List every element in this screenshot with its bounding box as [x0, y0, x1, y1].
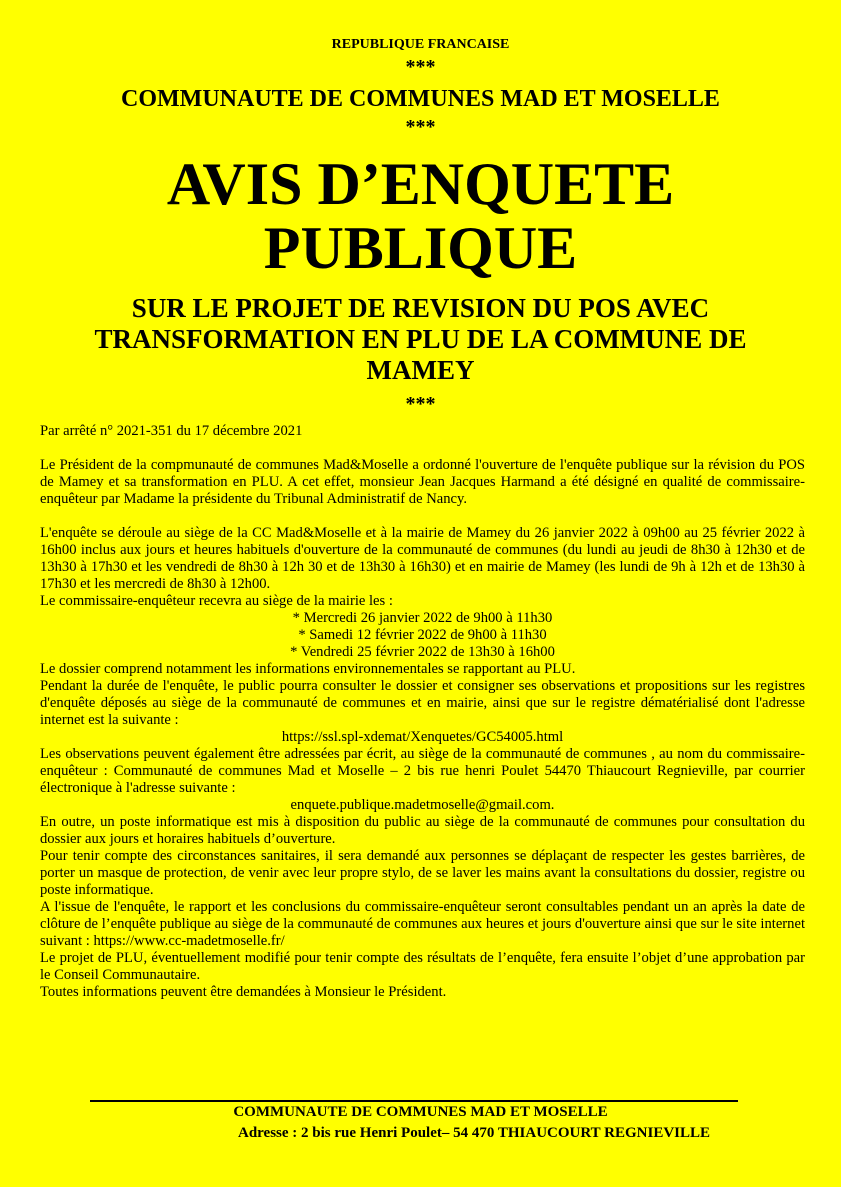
paragraph-poste: En outre, un poste informatique est mis à disposition du public au siège de la communauté de communes pour consultation du dossier aux jours et horaires habituels d’ouverture. — [40, 814, 805, 847]
separator-stars: *** — [405, 56, 436, 78]
footer-address: Adresse : 2 bis rue Henri Poulet– 54 470 THIAUCOURT REGNIEVILLE — [238, 1125, 711, 1141]
separator-stars: *** — [405, 393, 436, 415]
paragraph-projet: Le projet de PLU, éventuellement modifié pour tenir compte des résultats de l’enquête, fera ensuite l’objet d’une approbation par le Conseil Communautaire. — [40, 950, 805, 983]
paragraph-president: Le Président de la compmunauté de communes Mad&Moselle a ordonné l'ouverture de l'enquête publique sur la révision du POS de Mamey et sa transformation en PLU. A cet effet, monsieur Jean Jacques Harmand a été désigné en qualité de commissaire-enquêteur par Madame la présidente du Tribunal Administratif de Nancy. — [40, 457, 805, 507]
notice-title-line1: AVIS D’ENQUETE — [166, 151, 675, 217]
separator-stars: *** — [405, 116, 436, 138]
permanence-date: * Samedi 12 février 2022 de 9h00 à 11h30 — [298, 627, 547, 643]
permanence-date: * Mercredi 26 janvier 2022 de 9h00 à 11h30 — [292, 610, 553, 626]
republic-heading: REPUBLIQUE FRANCAISE — [331, 37, 510, 52]
footer-name: COMMUNAUTE DE COMMUNES MAD ET MOSELLE — [233, 1104, 608, 1120]
registry-url: https://ssl.spl-xdemat/Xenquetes/GC54005.html — [281, 729, 564, 745]
paragraph-recevra: Le commissaire-enquêteur recevra au siège de la mairie les : — [40, 593, 393, 609]
paragraph-sanitaire: Pour tenir compte des circonstances sanitaires, il sera demandé aux personnes se déplaçant de respecter les gestes barrières, de porter un masque de protection, de venir avec leur propre stylo, de se laver les mains avant la consultations du dossier, registre ou poste informatique. — [40, 848, 805, 898]
contact-email: enquete.publique.madetmoselle@gmail.com. — [290, 797, 555, 813]
notice-title-line2: PUBLIQUE — [263, 215, 578, 281]
paragraph-observations: Les observations peuvent également être adressées par écrit, au siège de la communauté de communes , au nom du commissaire-enquêteur : Communauté de communes Mad et Moselle – 2 bis rue henri Poulet 54470 Thiaucourt Regnieville, par courrier électronique à l'adresse suivante : — [40, 746, 805, 796]
paragraph-dossier: Le dossier comprend notamment les informations environnementales se rapportant au PLU. — [40, 661, 576, 677]
arrete-reference: Par arrêté n° 2021-351 du 17 décembre 2021 — [40, 423, 303, 439]
community-heading: COMMUNAUTE DE COMMUNES MAD ET MOSELLE — [121, 86, 720, 112]
notice-title — [0, 152, 841, 280]
permanence-date: * Vendredi 25 février 2022 de 13h30 à 16h00 — [290, 644, 555, 660]
paragraph-schedule: L'enquête se déroule au siège de la CC Mad&Moselle et à la mairie de Mamey du 26 janvier 2022 à 09h00 au 25 février 2022 à 16h00 inclus aux jours et heures habituels d'ouverture de la communauté de communes (du lundi au jeudi de 8h30 à 12h30 et de 13h30 à 17h30 et les vendredi de 8h30 à 12h 30 et de 13h30 à 16h30) et en mairie de Mamey (les lundi de 9h à 12h et de 13h30 à 17h30 et les mercredi de 8h30 à 12h00. — [40, 525, 805, 592]
notice-body — [40, 423, 805, 1001]
paragraph-pendant: Pendant la durée de l'enquête, le public pourra consulter le dossier et consigner ses observations et propositions sur les registres d'enquête déposés au siège de la communauté de communes et en mairie, ainsi que sur le registre dématérialisé dont l'adresse internet est la suivante : — [40, 678, 805, 728]
paragraph-issue: A l'issue de l'enquête, le rapport et les conclusions du commissaire-enquêteur seront consultables pendant un an après la date de clôture de l’enquête publique au siège de la communauté de communes aux heures et jours d'ouverture ainsi que sur le site internet suivant : https://www.cc-madetmoselle.fr/ — [40, 899, 805, 949]
footer-divider — [90, 1100, 738, 1102]
notice-subtitle: SUR LE PROJET DE REVISION DU POS AVEC TRANSFORMATION EN PLU DE LA COMMUNE DE MAMEY — [94, 293, 747, 385]
paragraph-infos: Toutes informations peuvent être demandées à Monsieur le Président. — [40, 984, 447, 1000]
